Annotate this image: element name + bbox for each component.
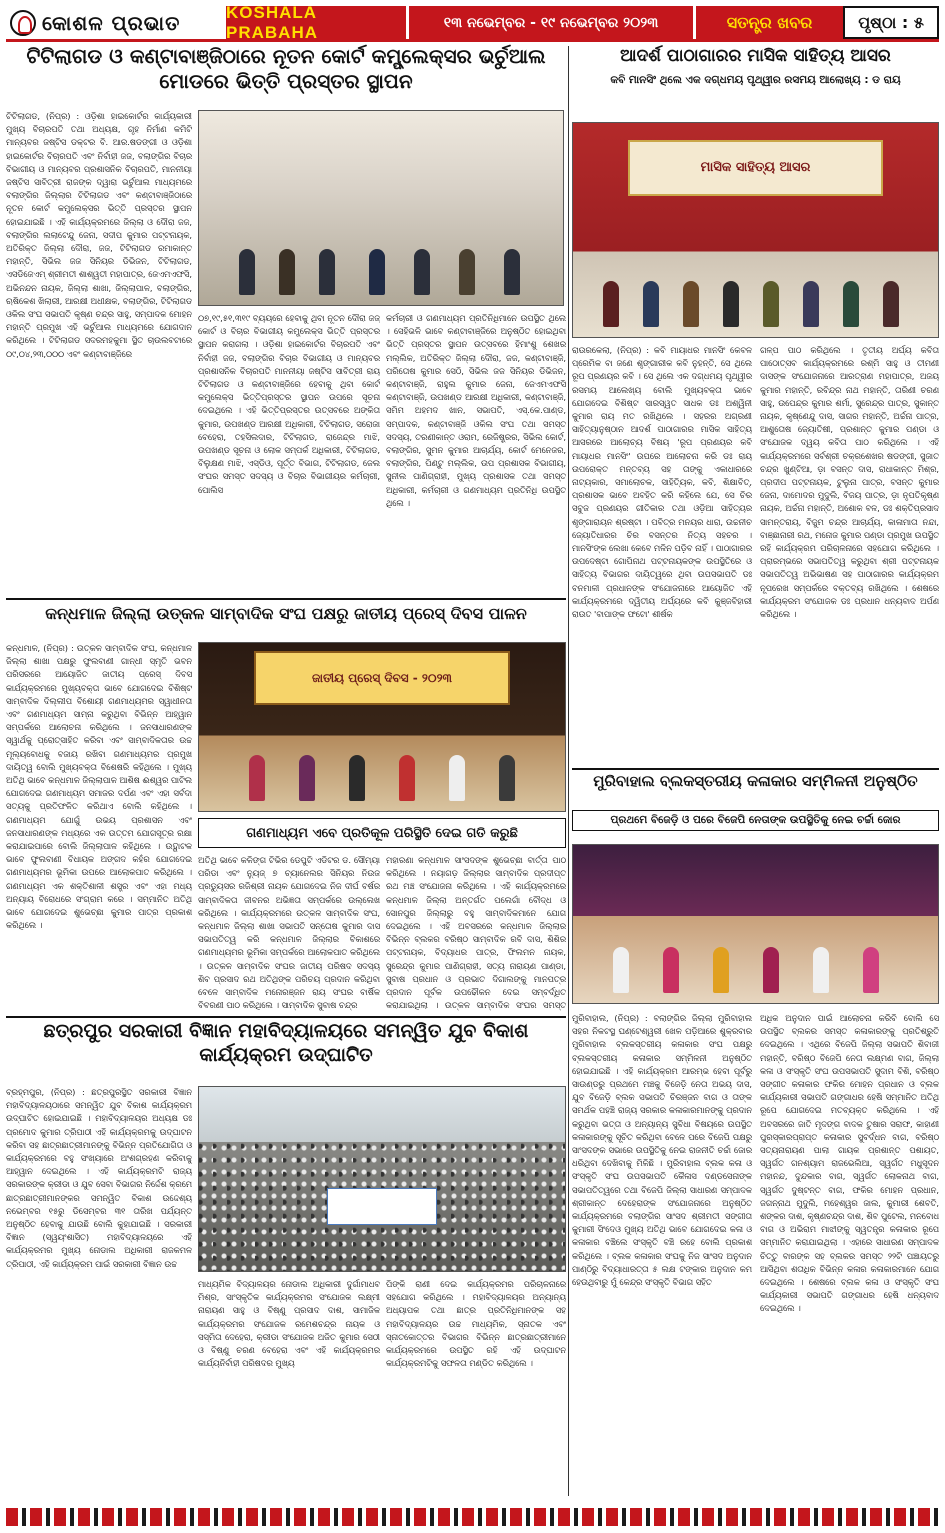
article-literary-col2: ଗଳ୍ପ ପାଠ କରିଥିଲେ । ତୃତୀୟ ଅର୍ଘ୍ୟ କବିତା ପାଠୋତ୍ସବ କାର୍ଯ୍ୟକ୍ରମରେ ରଶ୍ମି ସାହୁ ଓ ତୀମଣୀ ଦାସଙ୍କ ସଂଯୋଜନାରେ ଆରତ୍ରାଣ ମହାପାତ୍ର, ଅଜୟ କୁମାର ମହାନ୍ତି, ରବିନ୍ଦ୍ର ନାଥ ମହାନ୍ତି, ତାରିଣୀ ଚରଣ ସାହୁ, ଉପେନ୍ଦ୍ର କୁମାର ଶର୍ମା, ସୁରେନ୍ଦ୍ର ପାତ୍ର, ସୁକାନ୍ତ ନାୟକ, କୃଷ୍ଣେନ୍ଦୁ ଦାସ, ସାଗର ମହାନ୍ତି, ଅର୍ଚ୍ଚନା ପାତ୍ର, ଆଶୁତୋଷ ଜ୍ୟୋତିଷୀ, ପ୍ରଶାନ୍ତ କୁମାର ପଣ୍ଡା ଓ ସଂଯୋଜକ ଦ୍ୱୟ କବିତା ପାଠ କରିଥିଲେ । ଏହି କାର୍ଯ୍ୟକ୍ରମରେ ସର୍ବଶ୍ରୀ ଚକ୍ରଶେଖର ଷଡଙ୍ଗୀ, ସୁଜାତ ଚନ୍ଦ୍ର ଖୁଣ୍ଟିଆ, ଡ଼ା ବସନ୍ତ ଦାସ, ରାଧାକାନ୍ତ ମିଶ୍ର, ପ୍ରଦୀପ ପଟ୍ଟନାୟକ, ଟୁଲୁନା ପାତ୍ର, ବସନ୍ତ କୁମାର ଜେନା, ଦାମୋଦର ମୁଦୁଲି, ବିଜୟ ପାତ୍ର, ଡ଼ା ନୃପତିକୃଷ୍ଣ ନାୟକ, ଅର୍ଚ୍ଚନା ମହାନ୍ତି, ଅଶୋକ ବଳ, ଡଃ ଶକ୍ତିପ୍ରସାଦ ସାମନ୍ତରାୟ, ବିଜୁମ ଚନ୍ଦ୍ର ଆଚାର୍ଯ୍ୟ, କାଳାମାତା ନନ୍ଦା, ବାଞ୍ଛାନାରୀ ରଥ, ମନୋଜ କୁମାର ପଣ୍ଡା ପ୍ରମୁଖ ଉପସ୍ଥିତ ରହି କାର୍ଯ୍ୟକ୍ରମ ପରିଚାଳନାରେ ସହଯୋଗ କରିଥିଲେ । ପ୍ରାରମ୍ଭରେ ସଭାପତିତ୍ୱ କରୁଥିବା ଶ୍ରୀ ପଟ୍ଟନାୟକ ସଭାପତିତ୍ୱ ଅଭିଭାଷଣ ସହ ପାଠାଗାରର କାର୍ଯ୍ୟକ୍ରମ ନୂପରେଖ ସମ୍ପର୍କରେ ବକ୍ତବ୍ୟ ରଖିଥିଲେ । ଶେଷରେ କାର୍ଯ୍ୟକ୍ରମ ସଂଯୋଜକ ଡଃ ପ୍ରଧାନ ଧନ୍ୟବାଦ ଅର୍ପଣ କରିଥିଲେ । — [760, 345, 939, 620]
column-divider — [568, 46, 569, 1496]
article-court-complex — [6, 44, 566, 594]
article-artists-col2: ଅଧିକ ଅନୁଦାନ ପାଇଁ ଆଲୋଚନା କରିବି ବୋଲି ସେ ଉପସ୍ଥିତ ବ୍ଲକର ସମସ୍ତ କଳାକାରଙ୍କୁ ପ୍ରତିଶ୍ରୁତି ଦେଇଥିଲେ । ଏଥିରେ ବିଜେପି ଜିଲ୍ଲା ସଭାପତି ଶିବାଜୀ ମହାନ୍ତି, ବରିଷ୍ଠ ବିଜେପି ନେତା ଲକ୍ଷ୍ମଣ ବାଗ, ଜିଲ୍ଲା କଳା ଓ ସଂସ୍କୃତି ସଂଘ ଉପସଭାପତି ସୁଦାମ ବିଶି, ବରିଷ୍ଠ ସଙ୍ଗୀତ କଳାକାର ଫକିର ମୋହନ ପ୍ରଧାନ ଓ ବ୍ଲକ କାର୍ଯ୍ୟକାରୀ ସଭାପତି ଗଙ୍ଗାଧର ହେଷି ସମ୍ମାନିତ ଅତିଥି ରୂପେ ଯୋଗଦେଇ ମତବ୍ୟକ୍ତ କରିଥିଲେ । ଏହି ଅବସରରେ ଜାତି ମୃଦଙ୍ଗ ବାଦକ ତୁଷାର ସରାଫ, କାହାଣୀ ପୁରସ୍କାରପ୍ରାପ୍ତ କଳାକାର ସୁବର୍ଦ୍ଧନ ବାଗ, ବରିଷ୍ଠ ସତ୍ୟନାରାୟଣ ପାଲା ଗାୟକ ପ୍ରଶାନ୍ତ ପଶାୟତ, ସ୍ୱର୍ଗତ ଗନଶ୍ୟାମ ରାଜଭେଲିଆ, ସ୍ୱର୍ଗତ ମଧୁସୂଦନ ମହାନନ୍ଦ, ଦୁନ୍ଦକାର ବାଗ, ସ୍ୱର୍ଗତ ଲୋକନାଥ ବାଗ, ସ୍ୱର୍ଗତ ଦୁଷ୍ଟନ୍ତ ବାଗ, ଫକିର ମୋହନ ପ୍ରଧାନ, ଜଗନ୍ନାଥ ମୁଦୁଲି, ମହେଶ୍ୱର ଜାଲ, କୁମାରୀ ଶେବତି, ଶଙ୍କର ଦାଶ, କୃଷ୍ଣଚନ୍ଦ୍ର ଦାଶ, ଶିବ ପୁଟେଲ, ମନବୋଧ ବାଗ ଓ ଅଭିରାମ ମାଝୀଙ୍କୁ ସ୍ୱତନ୍ତ୍ର କଳାକାର ରୂପେ ସମ୍ମାନିତ କରାଯାଇଥିଲା । ଏହାରେ ସାଧାରଣ ସମ୍ପାଦକ ଚିତ୍ତୁ ବାରଙ୍କ ସହ ବ୍ଲକର ସମସ୍ତ ୨୨ଟି ପଞ୍ଚାୟତରୁ ଆସିଥିବା ଶତାଧିକ ବିଭିନ୍ନ କଳାର କଳାକାରମାନେ ଯୋଗ ଦେଇଥିଲେ । ଶେଷରେ ବ୍ଲକ କଳା ଓ ସଂସ୍କୃତି ସଂଘ କାର୍ଯ୍ୟକାରୀ ସଭାପତି ଗଙ୍ଗାଧର ହେଷି ଧନ୍ୟବାଦ ଦେଇଥିଲେ । — [760, 1013, 939, 1314]
article-literary-meet — [572, 44, 939, 764]
article-youth-col3: ପିଙ୍କି ରାଣୀ ଦେଇ କାର୍ଯ୍ୟକ୍ରମର ପରିଚାଳନାରେ ସହଯୋଗ କରିଥିଲେ । ମହାବିଦ୍ୟାଳୟର ଅନ୍ୟାନ୍ୟ ଅଧ୍ୟାପକ ତଥା ଛାତ୍ର ପ୍ରତିନିଧିମାନଙ୍କ ସହ ମହାବିଦ୍ୟାଳୟର ଉଚ୍ଚ ମାଧ୍ୟମିକ, ସ୍ନାତକ ଏବଂ ସ୍ନାତକୋତ୍ତର ବିଭାଗର ବିଭିନ୍ନ ଛାତ୍ରଛାତ୍ରୀମାନେ କାର୍ଯ୍ୟକ୍ରମରେ ଉପସ୍ଥିତ ରହି ଏହି ଉଦ୍‌ଘାଟନ କାର୍ଯ୍ୟକ୍ରମଟିକୁ ସଫଳତା ମଣ୍ଡିତ କରିଥିଲେ । — [386, 1279, 566, 1369]
photo-artists-convention — [572, 844, 939, 1004]
section-divider — [6, 598, 566, 600]
logo-text: କୋଶଳ ପ୍ରଭାତ — [42, 11, 181, 35]
section-divider — [6, 1016, 566, 1018]
article-artists-col1: ମୁରିବାହାଲ, (ନିପ୍ର) : ବଲାଙ୍ଗିର ଜିଲ୍ଲା ମୁରିବାହାଲ ସହର ନିକଟସ୍ଥ ଘଣ୍ଟେଶ୍ୱରୀ ଖେଳ ପଡ଼ିଆରେ ଶୁକ୍ରବାର ମୁରିବାହାଲ ବ୍ଲକସ୍ତରୀୟ କଳାକାର ସଂଘ ପକ୍ଷରୁ ବ୍ଲକସ୍ତରୀୟ କଳାକାର ସମ୍ମିଳନୀ ଅନୁଷ୍ଠିତ ହୋଇଯାଇଛି । ଏହି କାର୍ଯ୍ୟକ୍ରମ ଆରମ୍ଭ ହେବା ପୂର୍ବରୁ ସାଉଣ୍ଡରୁ ପ୍ରଥମେ ମଞ୍ଚକୁ ବିଜେଡ଼ି ନେତା ଅଭୟ ଦାସ, ଯୁବ ବିଜେଡ଼ି ବ୍ଲକ ସଭାପତି ଚିରଞ୍ଜନ ବାଗ ଓ ତାଙ୍କ ସମର୍ଥକ ପହଞ୍ଚି ରାଜ୍ୟ ସରକାର କଳାକାରମାନଙ୍କୁ ପ୍ରଦାନ କରୁଥିବା ଭତ୍ତା ଓ ଅନ୍ୟାନ୍ୟ ସୁବିଧା ବିଷୟରେ ଉପସ୍ଥିତ କଳାକାରଙ୍କୁ ସୂଚିତ କରିଥିବା ବେଳେ ପରେ ବିଜେପି ପକ୍ଷରୁ ସାଂସଦଙ୍କ ସଭାରେ ଉପସ୍ଥିତିକୁ ନେଇ ରାଜନୀତି ଚର୍ଚ୍ଚା ଜୋର ଧରିଥିବା ଦେଖିବାକୁ ମିଳିଛି । ମୁରିବାହାଲ ବ୍ଲକ କଳା ଓ ସଂସ୍କୃତି ସଂଘ ଉପସଭାପତି କୈଳାସ ଦଣ୍ଡସେନାଙ୍କ ସଭାପତିତ୍ୱରେ ତଥା ବିଜେପି ଜିଲ୍ଲା ସାଧାରଣ ସମ୍ପାଦକ ଶ୍ରୀକାନ୍ତ ଦେହେରାଙ୍କ ସଂଯୋଜନାରେ ଅନୁଷ୍ଠିତ କାର୍ଯ୍ୟକ୍ରମରେ ବଲାଙ୍ଗିର ସାଂସଦ ଶ୍ରୀମତୀ ସଙ୍ଗୀତା କୁମାରୀ ସିଂଦେଓ ମୁଖ୍ୟ ଅତିଥି ଭାବେ ଯୋଗଦେଇ କଳା ଓ କଳାକାର ବଞ୍ଚିଲେ ସଂସ୍କୃତି ବଞ୍ଚି ରହେ ବୋଲି ପ୍ରକାଶ କରିଥିଲେ । ବ୍ଲକ କଳାକାର ସଂଘକୁ ନିଜ ସାଂସଦ ଅନୁଦାନ ପାଣ୍ଠିରୁ ବିଦ୍ୟାଧାରତ୍ତା ୫ ଲକ୍ଷ ଟଙ୍କାର ଅନୁଦାନ କମ ହେଉଥିବାରୁ ମୁଁ କେନ୍ଦ୍ର ସଂସ୍କୃତି ବିଭାଗ ସହିତ — [572, 1013, 752, 1288]
newspaper-logo — [6, 6, 226, 40]
article-press-col2: ଅତିଥି ଭାବେ କଳିଙ୍ଗ ଟିଭିର ଡେପୁଟି ଏଡିଟର ଡ. ସୌମ୍ୟା ପରିଡା ଏବଂ ନ୍ୟୁଜ୍ ୭ ଚ୍ୟାନେଲର ସିନିୟର ନିଉଜ ପ୍ରଡ୍ୟୁସର ରଜିଶ୍ରୀ ନାୟକ ଯୋଗଦେଇ ନିଜ ଦୀର୍ଘ ବର୍ଷର ସାମ୍ବାଦିକତା ଜୀବନର ଅଭିଜ୍ଞତା ସମ୍ପର୍କରେ ଉଲ୍ଲେଖ କରିଥିଲେ । କାର୍ଯ୍ୟକ୍ରମରେ ଉତ୍କଳ ସାମ୍ବାଦିକ ସଂଘ, କନ୍ଧମାଳ ଜିଲ୍ଲା ଶାଖା ସଭାପତି ସନ୍ତୋଷ କୁମାର ଦାସ ସଭାପତିତ୍ୱ କରି କନ୍ଧମାଳ ଜିଲ୍ଲାର ବିକାଶରେ ଗଣମାଧ୍ୟମର ଭୂମିକା ସମ୍ପର୍କରେ ଆଲୋକପାତ କରିଥିଲେ । ଉତ୍କଳ ସାମ୍ବାଦିକ ସଂଘର ଜାତୀୟ ପରିଷଦ ସଦସ୍ୟ ଶିବ ପ୍ରସାଦ ରଥ ଅତିଥିଙ୍କ ପରିଚୟ ପ୍ରଦାନ କରିଥିବା ବେଳେ ସାମ୍ବାଦିକ ମନୋରଞ୍ଜନ ରାୟ ସଂଘର ବାର୍ଷିକ ବିବରଣୀ ପାଠ କରିଥିଲେ । ସାମ୍ବାଦିକ ସୁବାଷ ଚନ୍ଦ୍ର — [198, 855, 380, 1011]
subhead-literary-meet: କବି ମାନସିଂ ଥିଲେ ଏକ ଦଗ୍ଧମୟ ପୃଥ୍ୱୀର ରସମୟ ଆଲୋଖ୍ୟ : ଡ ରାୟ — [610, 74, 901, 86]
photo-literary-meet — [572, 122, 939, 338]
article-youth-col1: ବ୍ରହ୍ମପୁର, (ନିପ୍ର) : ଛତ୍ରପୁରସ୍ଥିତ ସରକାରୀ ବିଜ୍ଞାନ ମହାବିଦ୍ୟାଳୟଠାରେ ସମନ୍ୱିତ ଯୁବ ବିକାଶ କାର୍ଯ୍ୟକ୍ରମ ଉଦ୍‌ଘାଟିତ ହୋଇଯାଇଛି । ମହାବିଦ୍ୟାଳୟର ଅଧ୍ୟକ୍ଷ ଡଃ ପ୍ରମୋଦ କୁମାର ତ୍ରିପାଠୀ ଏହି କାର୍ଯ୍ୟକ୍ରମକୁ ଉଦ୍‌ଘାଟନ କରିବା ସହ ଛାତ୍ରଛାତ୍ରୀମାନଙ୍କୁ ବିଭିନ୍ନ ପ୍ରତିଯୋଗିତା ଓ କାର୍ଯ୍ୟକ୍ରମରେ ବହୁ ସଂଖ୍ୟାରେ ଅଂଶଗ୍ରହଣ କରିବାକୁ ଆହ୍ୱାନ ଦେଇଥିଲେ । ଏହି କାର୍ଯ୍ୟକ୍ରମଟି ରାଜ୍ୟ ସରକାରଙ୍କ କ୍ରୀଡା ଓ ଯୁବ ସେବା ବିଭାଗର ନିର୍ଦ୍ଦେଶ କ୍ରମେ ଛାତ୍ରଛାତ୍ରୀମାନଙ୍କର ସମନ୍ୱିତ ବିକାଶ ଉଦ୍ଦେଶ୍ୟ ନଭେମ୍ବର ୧୫ରୁ ଡିସେମ୍ବର ୩୧ ତାରିଖ ପର୍ଯ୍ୟନ୍ତ ଅନୁଷ୍ଠିତ ହେବାକୁ ଯାଉଛି ବୋଲି କୁହାଯାଇଛି । ସରକାରୀ ବିଜ୍ଞାନ (ସ୍ୱୟଂଶାସିତ) ମହାବିଦ୍ୟାଳୟରେ ଏହି କାର୍ଯ୍ୟକ୍ରମର ମୁଖ୍ୟ ନୋଡାଲ ଅଧିକାରୀ ରାଜକମଳ ତ୍ରିପାଠୀ, ଏହି କାର୍ଯ୍ୟକ୍ରମ ପାଇଁ ସରକାରୀ ବିଜ୍ଞାନ ଉଚ୍ଚ — [6, 1087, 192, 1269]
article-press-col3: ମହାରଣା କନ୍ଧମାଳ ସାଂସଦଙ୍କ ଶୁଭେଚ୍ଛା ବାର୍ତ୍ତା ପାଠ କରିଥିଲେ । ନୟାଗଡ଼ ଜିଲ୍ଲାର ସାମ୍ବାଦିକ ପ୍ରଦୀପ୍ତ ରଥ ମଞ୍ଚ ସଂଯୋଜନା କରିଥିଲେ । ଏହି କାର୍ଯ୍ୟକ୍ରମରେ କନ୍ଧମାଳ ଜିଲ୍ଲା ଅନ୍ତର୍ଗତ ପଲେଗାଁ ବୌଦ୍ଧ ଓ ସୋନପୁର ଜିଲ୍ଲାରୁ ବହୁ ସାମ୍ବାଦିକମାନେ ଯୋଗ ଦେଇଥିଲେ । ଏହି ଅବସରରେ କନ୍ଧମାଳ ଜିଲ୍ଲାର ବିଭିନ୍ନ ବ୍ଲକର ବରିଷ୍ଠ ସାମ୍ବାଦିକ ରବି ଦାସ, ଶିଶିର ପଟ୍ଟନାୟକ, ବିଦ୍ୟାଧର ପାତ୍ର, ଫିଲମନ ନାୟକ, ସୁରେନ୍ଦ୍ର କୁମାର ପାଣିଗ୍ରାହୀ, ସତ୍ୟ ନାରାୟଣ ପାଣ୍ଡା, ସୁବାଷ ପ୍ରଧାନ ଓ ପ୍ରଭାତ ଦିଗାଲଙ୍କୁ ମାନପତ୍ର ପ୍ରଦାନ ପୂର୍ବକ ଉପଢୌକନ ଦେଇ ସମ୍ବର୍ଦ୍ଧିତ କରାଯାଇଥିଲା । ଉତ୍କଳ ସାମ୍ବାଦିକ ସଂଘର ସମସ୍ତ — [386, 855, 566, 1011]
press-day-banner: ଜାତୀୟ ପ୍ରେସ୍ ଦିବସ - ୨୦୨୩ — [254, 651, 510, 705]
stage-banner: ମାସିକ ସାହିତ୍ୟ ଆସର — [628, 140, 884, 196]
boxed-subhead-press: ଗଣମାଧ୍ୟମ ଏବେ ପ୍ରତିକୂଳ ପରିସ୍ଥିତି ଦେଇ ଗତି କରୁଛି — [198, 818, 566, 848]
section-label: ସତନ୍ତ୍ର ଖବର — [693, 6, 843, 39]
article-youth-programme — [6, 1020, 566, 1506]
article-literary-col1: ରାଉରକେଲା, (ନିପ୍ର) : କବି ମାୟାଧର ମାନସିଂ କେବଳ ପ୍ରେମିକ ବା ଜଣେ ଶୃଙ୍ଗାରୀକ କବି ନୁହନ୍ତି, ସେ ଥିଲେ ରୂପ ପ୍ରଣୟର କବି । ସେ ଥିଲେ ଏକ ଦଗ୍ଧମୟ ପୃଥ୍ୱୀର ରସମୟ ଆଲେଖ୍ୟ ବୋଲି ମୁଖ୍ୟବକ୍ତା ଭାବେ ଯୋଗଦେଇ ବିଶିଷ୍ଟ ସାରସ୍ୱତ ସାଧକ ଡଃ ଅଶ୍ୱିନୀ କୁମାର ରାୟ ମତ ରଖିଥିଲେ । ସହରର ଅଗ୍ରଣୀ ସାହିତ୍ୟାନୁଷ୍ଠାନ ଆଦର୍ଶ ପାଠାଗାରର ମାସିକ ସାହିତ୍ୟ ଆସରରେ ଆଲୋଚ୍ୟ ବିଷୟ 'ରୂପ ପ୍ରଣୟର କବି ମାୟାଧର ମାନସିଂ' ଉପରେ ଆଲୋଚନା କରି ଡଃ ରାୟ ଉପରୋକ୍ତ ମନ୍ତବ୍ୟ ସହ ତାଙ୍କୁ ଏକାଧାରରେ ନାଟ୍ୟକାର, ସମାଲୋଚକ, ସାହିତ୍ୟିକ, କବି, ଶିକ୍ଷାବିତ୍, ପ୍ରଶାସକ ଭାବେ ଅବହିତ କରି କହିଲେ ଯେ, ସେ ଚିର ସବୁଜ ପ୍ରଣୟର ଗୀତିକାର ତଥା ଓଡ଼ିଆ ସାହିତ୍ୟର ଶୃଙ୍ଗାରାୟନ ଶ୍ରଷ୍ଟା । ପବିତ୍ର ମନୟର ଧାରା, ଉଚ୍ଚନୀଚ ଜ୍ୟୋତିଧାରର ଚିର ବସନ୍ତର ନିତ୍ୟ ସହଚର । ମାନସିଂଙ୍କ ଲେଖା କେବେ ମଳିନ ପଡ଼ିବ ନାହିଁ । ପାଠାଗାରର ଉପଦେଷ୍ଟା ଗୋପିନାଥ ପଟ୍ଟନାୟକଙ୍କ ଉପସ୍ଥିତିରେ ଓ ସାହିତ୍ୟ ବିଭାଗର ଦାୟିତ୍ୱରେ ଥିବା ଉପସଭାପତି ଡଃ ବନମାଳୀ ପ୍ରଧାନଙ୍କ ସଂଯୋଜନାରେ ଆୟୋଜିତ ଏହି କାର୍ଯ୍ୟକ୍ରମରେ ଦ୍ୱିତୀୟ ଅର୍ଘ୍ୟରେ କବି କୁଞ୍ଜବିହାରୀ ରାଉତ 'ବାପାଙ୍କ ଫଟୋ' ଶୀର୍ଷକ — [572, 345, 752, 620]
logo-icon — [10, 10, 36, 36]
article-court-col2: ୦୭,୧୯,୫୧,୩୧୯ ବ୍ୟୟରେ ହେବାକୁ ଥିବା ନୂତନ ଦୌରା ଜଜ୍ କୋର୍ଟ ଓ ବିଚାର ବିଭାଗୀୟ କମ୍ପ୍ଲେକ୍ସ ଭିତ୍ତି ପ୍ରସ୍ତର ସ୍ଥାପନ କରାଗଲା । ଓଡ଼ିଶା ହାଇକୋର୍ଟର ବିଚାରପତି ଏବଂ ନିର୍ବାହୀ ଜଜ, ବଲାଙ୍ଗିର ବିଚାର ବିଭାଗୀୟ ଓ ମାନ୍ୟବର ପ୍ରଶାସନିକ ବିଚାରପତି ମାନନୀୟା ଜଷ୍ଟିସ ସାବିତ୍ରୀ ରାୟ ଟିଟିଲାଗଡ ଓ କଣ୍ଟାବାଞ୍ଜିରେ ହେବାକୁ ଥିବା କୋର୍ଟ କମ୍ପ୍ଲେକ୍ସ ଭିତ୍ତିପ୍ରସ୍ତର ସ୍ଥାପନ ଉପରେ ସୂଚନା ଦେଇଥିଲେ । ଏହି ଭିତ୍ତିପ୍ରସ୍ତର ଉତ୍ସବରେ ଅଙ୍କିତା କୁମାର, ଉପଖଣ୍ଡ ଆରକ୍ଷୀ ଅଧିକାରୀ, ଟିଟିଲାଗଡ, ସରୋଜା ବେହେରା, ତହସିଲଦାର, ଟିଟିଲାଗଡ, ରାଜେନ୍ଦ୍ର ମାଝି, ଉପଖଣ୍ଡ ସୂଚନା ଓ ଲୋକ ସମ୍ପର୍କ ଅଧିକାରୀ, ଟିଟିଲାଗଡ, ବିଲୁକ୍ଷଣ ମାଝି, ଏସ୍‌ଡିଓ, ପୂର୍ତ୍ତ ବିଭାଗ, ଟିଟିଲାଗଡ, ଜେଲ ସଂଘର ସମସ୍ତ ସଦସ୍ୟ ଓ ବିଚାର ବିଭାଗୀୟର କର୍ମଚାରୀ, ପୋଲିସ — [198, 313, 380, 495]
article-artists-convention — [572, 772, 939, 1502]
article-press-day — [6, 604, 566, 1012]
paper-name: KOSHALA PRABAHA — [226, 6, 406, 39]
headline-literary-meet: ଆଦର୍ଶ ପାଠାଗାରର ମାସିକ ସାହିତ୍ୟ ଆସର — [620, 46, 891, 66]
article-youth-col2: ମାଧ୍ୟମିକ ବିଦ୍ୟାଳୟର ନୋଡାଲ ଅଧିକାରୀ ଦୁର୍ଗାମାଧବ ମିଶ୍ର, ସାଂସ୍କୃତିକ କାର୍ଯ୍ୟକ୍ରମର ସଂଯୋଜକ ଲକ୍ଷ୍ମୀ ନାରାୟଣ ସାହୁ ଓ ବିଷ୍ଣୁ ପ୍ରସାଦ ଦାଶ, ସାମାଜିକ କାର୍ଯ୍ୟକ୍ରମର ସଂଯୋଜକ ରମେଶଚନ୍ଦ୍ର ନାୟକ ଓ ସସ୍ମିତା ଦେହେରା, କ୍ରୀଡା ସଂଯୋଜକ ଅଜିତ କୁମାର ସେଠୀ ଓ ବିଷ୍ଣୁ ଚରଣ ବେହେରା ଏବଂ ଏହି କାର୍ଯ୍ୟକ୍ରମର କାର୍ଯ୍ୟନିର୍ବାହୀ ପରିଷଦର ମୁଖ୍ୟ — [198, 1279, 380, 1369]
headline-press-day: କନ୍ଧମାଳ ଜିଲ୍ଲା ଉତ୍କଳ ସାମ୍ବାଦିକ ସଂଘ ପକ୍ଷରୁ ଜାତୀୟ ପ୍ରେସ୍ ଦିବସ ପାଳନ — [45, 604, 527, 623]
photo-press-day — [198, 642, 566, 812]
section-divider — [572, 768, 939, 770]
article-court-col3: କର୍ମଚାରୀ ଓ ଗଣମାଧ୍ୟମ ପ୍ରତିନିଧିମାନେ ଉପସ୍ଥିତ ଥିଲେ । ସେହିଭଳି ଭାବେ କଣ୍ଟାବାଞ୍ଜିରେ ଅନୁଷ୍ଠିତ ହୋଇଥିବା ଭିତ୍ତି ପ୍ରସ୍ତର ସ୍ଥାପନ ଉତ୍ସବରେ ହିମାଂଶୁ ଶେଖର ମଲ୍ଲିକ, ଅତିରିକ୍ତ ଜିଲ୍ଲା ଦୌରା, ଜଜ, କଣ୍ଟାବାଞ୍ଜି, ପରିତୋଷ କୁମାର ସେଠି, ସିଭିଲ ଜଜ ସିନିୟର ଡିଭିଜନ, କଣ୍ଟାବାଞ୍ଜି, ରାହୁଲ କୁମାର ଜେନା, ଜେଏମଏଫସି କଣ୍ଟାବାଞ୍ଜି, ଉପଖଣ୍ଡ ଆରକ୍ଷୀ ଅଧିକାରୀ, କଣ୍ଟାବାଞ୍ଜି, ସମିମ ଅହମଦ ଖାନ, ସଭାପତି, ଏସ୍.କେ.ପାଣ୍ଡ, ସମ୍ପାଦକ, କଣ୍ଟାବାଞ୍ଜି ଓକିଲ ସଂଘ ତଥା ସମସ୍ତ ସଦସ୍ୟ, ତରଣୀକାନ୍ତ ଓରାମ, ରେଜିଷ୍ଟ୍ରର, ସିଭିଲ କୋର୍ଟ, ବଲାଙ୍ଗିର, ସୁମନ କୁମାର ଆଚାର୍ଯ୍ୟ, କୋର୍ଟ ମେନେଜର, ବଲାଙ୍ଗିର, ପିଣ୍ଟୁ ମଲ୍ଲିକ, ଉପ ପ୍ରଶାସକ ବିଭାଗୀୟ, ସୁନୀଲ ପାଣିଗ୍ରାହୀ, ମୁଖ୍ୟ ପ୍ରଶାସକ ତଥା ସମସ୍ତ ଅଧିକାରୀ, କର୍ମଚାରୀ ଓ ଗଣମାଧ୍ୟମ ପ୍ରତିନିଧି ଉପସ୍ଥିତ ଥିଲେ । — [386, 313, 566, 508]
photo-court-ceremony — [198, 110, 564, 306]
subhead-artists-convention: ପ୍ରଥମେ ବିଜେଡ଼ି ଓ ପରେ ବିଜେପି ନେତାଙ୍କ ଉପସ୍ଥିତିକୁ ନେଇ ଚର୍ଚ୍ଚା ଜୋର — [572, 810, 939, 831]
headline-court-complex: ଟିଟିଲାଗଡ ଓ କଣ୍ଟାବାଞ୍ଜିଠାରେ ନୂତନ କୋର୍ଟ କମ୍ପ୍ଲେକ୍ସର ଭର୍ଚୁଆଲ ମୋଡରେ ଭିତ୍ତି ପ୍ରସ୍ତର ସ୍ଥାପନ — [26, 44, 546, 93]
issue-date-range: ୧୩ ନଭେମ୍ବର - ୧୯ ନଭେମ୍ବର ୨୦୨୩ — [406, 6, 693, 39]
headline-youth-programme: ଛତ୍ରପୁର ସରକାରୀ ବିଜ୍ଞାନ ମହାବିଦ୍ୟାଳୟରେ ସମନ୍ୱିତ ଯୁବ ବିକାଶ କାର୍ଯ୍ୟକ୍ରମ ଉଦ୍‌ଘାଟିତ — [43, 1020, 529, 1066]
article-court-col1: ଟିଟିଲାଗଡ, (ନିପ୍ର) : ଓଡ଼ିଶା ହାଇକୋର୍ଟର କାର୍ଯ୍ୟକାରୀ ମୁଖ୍ୟ ବିଚାରପତି ତଥା ଅଧ୍ୟକ୍ଷ, ଗୃହ ନିର୍ମାଣ କମିଟି ମାନ୍ୟବର ଜଷ୍ଟିସ ଡକ୍ଟର ବି. ଆର.ଷଡଙ୍ଗୀ ଓ ଓଡ଼ିଶା ହାଇକୋର୍ଟର ବିଚାରପତି ଏବଂ ନିର୍ବାହୀ ଜଜ, ବଲାଙ୍ଗିର ବିଚାର ବିଭାଗୀୟ ଓ ମାନ୍ୟବର ପ୍ରଶାସନିକ ବିଚାରପତି, ମାନନୀୟା ଜଷ୍ଟିସ ସାବିତ୍ରୀ ରାଜଙ୍କ ଦ୍ୱାରା ଭର୍ଚୁଆଲ ମାଧ୍ୟମରେ ବଲାଙ୍ଗିର ଜିଲ୍ଲାର ଟିଟିଲାଗଡ ଏବଂ କଣ୍ଟାବାଞ୍ଜିଠାରେ ନୂତନ କୋର୍ଟ କମ୍ପ୍ଲେକ୍ସର ଭିତ୍ତି ପ୍ରସ୍ତର ସ୍ଥାପନ ହୋଇଯାଇଛି । ଏହି କାର୍ଯ୍ୟକ୍ରମରେ ଜିଲ୍ଲା ଓ ଦୌରା ଜଜ, ବଲାଙ୍ଗିର ଲଲାଟେନ୍ଦୁ ଜେନା, ସଦୀପ କୁମାର ପଟ୍ଟନାୟକ, ଅତିରିକ୍ତ ଜିଲ୍ଲା ଦୌରା, ଜଜ, ଟିଟିଲାଗଡ ରମାକାନ୍ତ ମହାନ୍ତି, ସିଭିଲ ଜଜ ସିନିୟର ଡିଭିଜନ, ଟିଟିଲାଗଡ, ଏସଡିଜେଏମ୍ ଶ୍ରୀମତୀ ଶାଶ୍ୱତୀ ମହାପାତ୍ର, ଜେଏମଏଫସି, ଅଭିନନ୍ଦନ ନାୟକ, ଜିଲ୍ଲା ଶାଖା, ଜିଲ୍ଲାପାଳ, ବଲାଙ୍ଗିର, ଋଷିକେଶ ଖିଲାରୀ, ଆରକ୍ଷୀ ଅଧୀକ୍ଷକ, ବଲାଙ୍ଗିର, ଟିଟିଲାଗଡ ଓକିଲ ସଂଘ ସଭାପତି କୃଷ୍ଣ ଚନ୍ଦ୍ର ସାହୁ, ସମ୍ପାଦକ ମୋହନ ମହାନ୍ତି ପ୍ରମୁଖ ଏହି ଭର୍ଚୁଆଲ ମାଧ୍ୟମରେ ଯୋଗଦାନ କରିଥିଲେ । ଟିଟିଲାଗଡ ସଦରମହକୁମା ସ୍ଥିତ ଚାଉଲବଟାରେ ୦୯,୦୪,୨୩,୦୦୦ ଏବଂ କଣ୍ଟାବାଞ୍ଜିରେ — [6, 111, 192, 359]
masthead — [6, 2, 939, 42]
photo-youth-programme — [198, 1086, 566, 1272]
page-number: ପୃଷ୍ଠା : ୫ — [843, 6, 939, 39]
article-press-col1: କନ୍ଧମାଳ, (ନିପ୍ର) : ଉତ୍କଳ ସାମ୍ବାଦିକ ସଂଘ, କନ୍ଧମାଳ ଜିଲ୍ଲା ଶାଖା ପକ୍ଷରୁ ଫୁଲବାଣୀ ଗାନ୍ଧୀ ସ୍ମୃତି ଭବନ ପରିସରରେ ଆୟୋଜିତ ଜାତୀୟ ପ୍ରେସ୍ ଦିବସ କାର୍ଯ୍ୟକ୍ରମରେ ମୁଖ୍ୟବକ୍ତା ଭାବେ ଯୋଗଦେଇ ବିଶିଷ୍ଟ ସାମ୍ବାଦିକ ଦିଲ୍ଲୀପ ବିଶୋୟୀ ଗଣମାଧ୍ୟମର ସ୍ୱାଧୀନତା ଏବଂ ଗଣମାଧ୍ୟମ ସାମ୍ନା କରୁଥିବା ବିଭିନ୍ନ ଆହ୍ୱାନ ସମ୍ପର୍କରେ ଆଲୋଚନା କରିଥିଲେ । ଜନସାଧାରଣଙ୍କ ସ୍ୱାର୍ଥକୁ ପ୍ରୋତ୍ସାହିତ କରିବା ଏବଂ ସାମ୍ବାଦିକତାର ଉଚ୍ଚ ମୂଲ୍ୟବୋଧକୁ ବଜାୟ ରଖିବା ଗଣମାଧ୍ୟମର ପ୍ରମୁଖ ଦାୟିତ୍ୱ ବୋଲି ମୁଖ୍ୟବକ୍ତା ବିଶେଷରି କହିଥିଲେ । ମୁଖ୍ୟ ଅତିଥି ଭାବେ କନ୍ଧମାଳ ଜିଲ୍ଲାପାଳ ଆଶିଷ ଈଶ୍ୱର ପାଟିଲ ଯୋଗଦେଇ ଗଣମାଧ୍ୟମ ସମାଜର ଦର୍ପଣ ଏବଂ ଏହା ସର୍ବଦା ସତ୍ୟକୁ ପ୍ରତିଫଳିତ କରିଥାଏ ବୋଲି କହିଥିଲେ । ଗଣମାଧ୍ୟମ ଯୋଗୁଁ ଉଭୟ ପ୍ରଶାସନ ଏବଂ ଜନସାଧାରଣଙ୍କ ମଧ୍ୟରେ ଏକ ଉତ୍ତମ ଯୋଗସୂତ୍ର ରକ୍ଷା କରାଯାଇପାରେ ବୋଲି ଜିଲ୍ଲାପାଳ କହିଥିଲେ । ଉଦ୍ଘାଟକ ଭାବେ ଫୁଲବାଣୀ ବିଧାୟକ ଅଙ୍ଗଦ କହଁର ଯୋଗଦେଇ ଗଣମାଧ୍ୟମର ଭୂମିକା ଉପରେ ଆଲୋକପାତ କରିଥିଲେ । ଗଣମାଧ୍ୟମ ଏକ ଶକ୍ତିଶାଳୀ ଶସ୍ତ୍ର ଏବଂ ଏହା ମଧ୍ୟ ଅନ୍ୟାୟ ବିରୋଧରେ ସଂଗ୍ରାମ କରେ । ସମ୍ମାନିତ ଅତିଥି ଭାବେ ଯୋଗଦେଇ ଶୁଭେଚ୍ଛା କୁମାର ପାତ୍ର ପ୍ରକାଶ କରିଥିଲେ । — [6, 643, 192, 931]
decorative-footer-border — [6, 1508, 939, 1526]
headline-artists-convention: ମୁରିବାହାଲ ବ୍ଲକସ୍ତରୀୟ କଳାକାର ସମ୍ମିଳନୀ ଅନୁଷ୍ଠିତ — [593, 772, 918, 790]
